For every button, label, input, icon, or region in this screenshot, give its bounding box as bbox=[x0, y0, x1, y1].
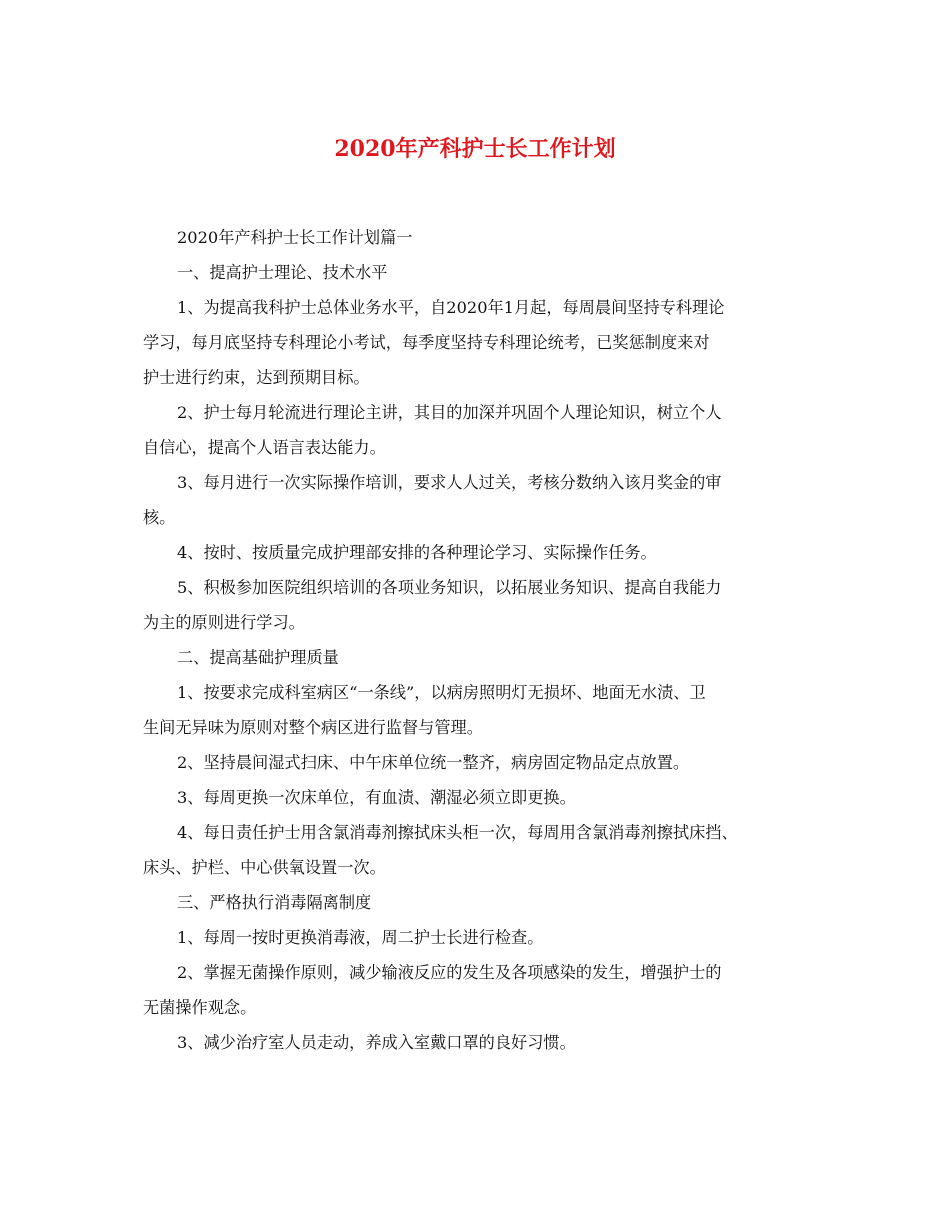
paragraph: 5、积极参加医院组织培训的各项业务知识，以拓展业务知识、提高自我能力 为主的原则进行学习。 bbox=[143, 578, 722, 632]
paragraph: 4、每日责任护士用含氯消毒剂擦拭床头柜一次，每周用含氯消毒剂擦拭床挡、 床头、护栏、中心供氧设置一次。 bbox=[143, 823, 738, 877]
paragraph: 1、每周一按时更换消毒液，周二护士长进行检查。 bbox=[177, 928, 544, 947]
document-body bbox=[143, 220, 813, 1060]
paragraph: 3、每周更换一次床单位，有血渍、潮湿必须立即更换。 bbox=[177, 788, 576, 807]
section-heading: 二、提高基础护理质量 bbox=[177, 648, 339, 667]
paragraph: 1、按要求完成科室病区“一条线”，以病房照明灯无损坏、地面无水渍、卫 生间无异味为原则对整个病区进行监督与管理。 bbox=[143, 683, 706, 737]
section-heading: 三、严格执行消毒隔离制度 bbox=[177, 893, 372, 912]
paragraph: 3、减少治疗室人员走动，养成入室戴口罩的良好习惯。 bbox=[177, 1033, 576, 1052]
section-heading: 一、提高护士理论、技术水平 bbox=[177, 263, 388, 282]
paragraph: 2、掌握无菌操作原则，减少输液反应的发生及各项感染的发生，增强护士的 无菌操作观念。 bbox=[143, 963, 722, 1017]
paragraph: 2020年产科护士长工作计划篇一 bbox=[177, 228, 413, 247]
paragraph: 1、为提高我科护士总体业务水平，自2020年1月起，每周晨间坚持专科理论 学习，每月底坚持专科理论小考试，每季度坚持专科理论统考，已奖惩制度来对 护士进行约束，达到预期目标。 bbox=[143, 298, 725, 387]
paragraph: 4、按时、按质量完成护理部安排的各种理论学习、实际操作任务。 bbox=[177, 543, 657, 562]
paragraph: 2、坚持晨间湿式扫床、中午床单位统一整齐，病房固定物品定点放置。 bbox=[177, 753, 690, 772]
document-title: 2020年产科护士长工作计划 bbox=[334, 136, 616, 162]
paragraph: 2、护士每月轮流进行理论主讲，其目的加深并巩固个人理论知识，树立个人 自信心，提高个人语言表达能力。 bbox=[143, 403, 722, 457]
paragraph: 3、每月进行一次实际操作培训，要求人人过关，考核分数纳入该月奖金的审 核。 bbox=[143, 473, 722, 527]
